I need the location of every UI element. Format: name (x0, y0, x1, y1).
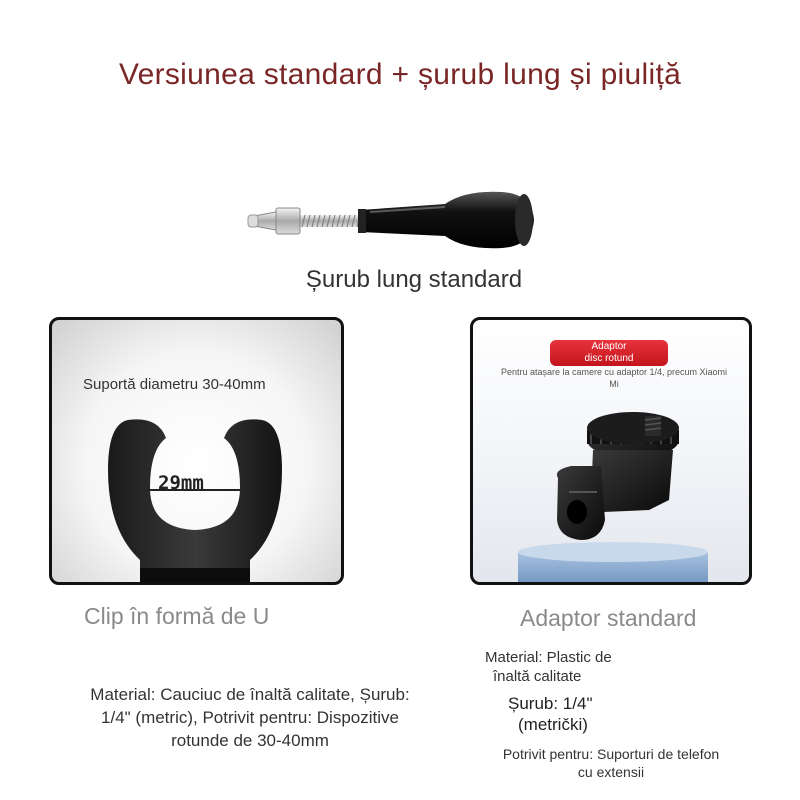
adapter-material-line-2: înaltă calitate (493, 668, 582, 685)
u-clip-description (60, 683, 440, 752)
u-clip-desc-line-3: rotunde de 30-40mm (171, 731, 329, 750)
adapter-material (485, 648, 612, 686)
adapter-material-line-1: Material: Plastic de (485, 649, 612, 666)
u-clip-caption: Clip în formă de U (84, 603, 270, 629)
badge-line-1: Adaptor (591, 341, 627, 352)
adapter-suitable-line-2: cu extensii (577, 764, 645, 780)
adapter-screw-line-1: Șurub: 1/4" (508, 694, 593, 713)
adapter-badge (550, 340, 668, 366)
u-clip-desc-line-1: Material: Cauciuc de înaltă calitate, Șurub: (90, 685, 410, 704)
adapter-screw-spec (508, 693, 592, 735)
note-line-1: Pentru atașare la camere cu adaptor 1/4, precum Xiaomi (500, 367, 728, 377)
support-diameter-text: Suportă diametru 30-40mm (83, 376, 266, 393)
adapter-suitable-line-1: Potrivit pentru: Suporturi de telefon (502, 746, 720, 762)
long-screw-icon (240, 180, 550, 260)
screw-label: Șurub lung standard (305, 266, 523, 293)
adapter-screw-line-2: (metrički) (518, 715, 588, 734)
tripod-adapter-icon (473, 400, 749, 582)
badge-line-2: disc rotund (584, 353, 634, 364)
dimension-label: 29mm (158, 472, 204, 494)
u-clip-icon (100, 410, 290, 585)
note-line-2: Mi (609, 379, 619, 389)
adapter-suitable-for (480, 745, 742, 781)
page-title: Versiunea standard + șurub lung și piuliță (118, 58, 682, 91)
u-clip-desc-line-2: 1/4" (metric), Potrivit pentru: Dispozitive (101, 708, 399, 727)
adapter-note (488, 366, 740, 390)
adapter-caption: Adaptor standard (520, 605, 697, 631)
